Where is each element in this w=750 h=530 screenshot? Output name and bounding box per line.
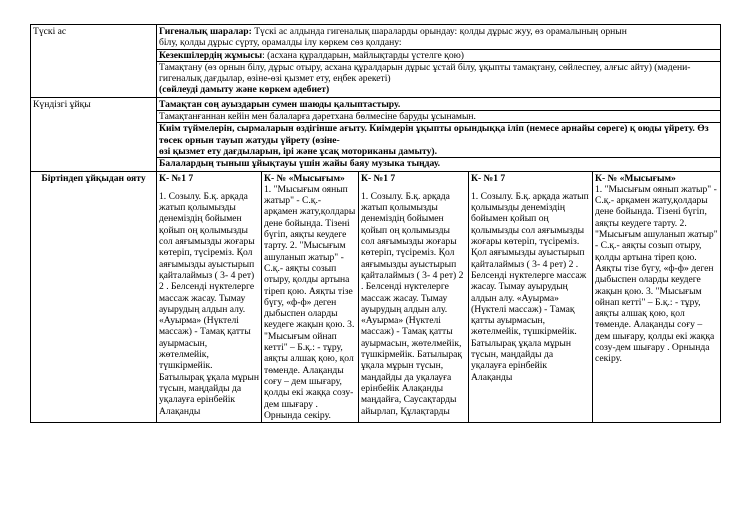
- hygiene-text-2: білу, қолды дұрыс сүрту, орамалды ілу көркем сөз қолдану:: [157, 37, 720, 49]
- wake-col-5-text: 1. "Мысығым оянып жатыр" - С.қ.- арқамен жату,қолдары дене бойында. Тізені бүгіп, аяқты кеудеге тарту. 2. "Мысығым ашуланып жатыр" - С.қ.- аяқты созып отыру, қолды артына тіреп қою. Аяқты тізе бүгу, «ф-ф» деген дыбыспен оларды кеудеге жақын қою. 3. "Мысығым ойнап кетті" – Б.қ.: - тұру, аяқты алшақ қою, қол төменде. Алақанды соғу – дем шығару, қолды екі жаққа созу-дем шығару . Орнында секіру.: [595, 183, 718, 365]
- wake-col-1-head: К- №1 7: [159, 172, 194, 184]
- wake-col-2-text: 1. "Мысығым оянып жатыр" - С.қ.- арқамен жату,қолдары дене бойында. Тізені бүгіп, аяқты кеудеге тарту. 2. "Мысығым ашуланып жатыр" - С.қ.- аяқты созып отыру, қолды артына тіреп қою. Аяқты тізе бүгу, «ф-ф» деген дыбыспен оларды кеудеге жақын қою. 3. "Мысығым ойнап кетті" – Б.қ.: - тұру, аяқты алшақ қою, қол төменде. Алақанды соғу – дем шығару, қолды екі жаққа созу-дем шығару . Орнында секіру.: [264, 183, 356, 421]
- nap-line-4: өзі қызмет ету дағдыларын, ірі және ұсақ моториканы дамыту).: [157, 146, 720, 158]
- nap-line-3: Киім түймелерін, сырмаларын өздігінше ағыту. Киімдерін ұқыпты орындыққа іліп (немесе арнайы сөреге) қ оюды үйрету. Өз төсек орнын тауып жатуды үйрету (өзіне-: [159, 123, 709, 146]
- nap-line-5: Балалардың тыныш ұйықтауы үшін жайы баяу музыка тыңдау.: [159, 158, 441, 170]
- row-label-wake: Біртіндеп ұйқыдан ояту: [31, 171, 157, 423]
- duty-text: : (асхана құралдарын, майлықтарды үстелге қою): [262, 49, 464, 61]
- table-row-nap: [31, 97, 721, 171]
- wake-col-4: [469, 171, 593, 423]
- wake-col-2-head: К- № «Мысығым»: [264, 172, 345, 184]
- meal-text: Тамақтану (өз орнын білу, дұрыс отыру, асхана құралдарын дұрыс ұстай білу, ұқыпты тамақтану, сөйлеспеу, алғыс айту) (мәдени-гигеналық дағдылар, өзіне-өзі қызмет ету, еңбек әрекеті): [159, 61, 691, 85]
- wake-col-3-text: 1. Созылу. Б.қ. арқада жатып қолымызды денеміздің бойымен қойып оң қолымызды сол аяғымызды жоғары көтеріп, түсіреміз. Қол аяғымызды ауыстырып қайталаймыз ( 3- 4 рет) 2 . Белсенді нүктелерге массаж жасау. Тымау ауырудың алдын алу. «Ауырма» (Нүктелі массаж) - Тамақ қатты ауырмасын, жөтелмейік, түшкірмейік. Батылырақ ұқала мұрын түсын, маңдайды да уқалауға ерінбейік Алақанды маңдайға, Саусақтарды айырлап, Құлақтарды: [361, 190, 464, 417]
- nap-line-1: Тамақтан соң ауыздарын сумен шаюды қалыптастыру.: [157, 99, 720, 111]
- wake-col-5: [593, 171, 721, 423]
- wake-col-3: [359, 171, 469, 423]
- hygiene-line: [159, 26, 718, 37]
- hygiene-title: Гигеналық шаралар:: [159, 26, 252, 37]
- row-label-lunch: Түскі ас: [31, 25, 157, 98]
- schedule-table: [30, 24, 721, 423]
- wake-col-4-head: К- №1 7: [471, 172, 506, 184]
- wake-col-1-text: 1. Созылу. Б.қ. арқада жатып қолымызды денеміздің бойымен қойып оң қолымызды сол аяғымызды жоғары көтеріп, түсіреміз. Қол аяғымызды ауыстырып қайталаймыз ( 3- 4 рет) 2 . Белсенді нүктелерге массаж жасау. Тымау ауырудың алдын алу. «Ауырма» (Нүктелі массаж) - Тамақ қатты ауырмасын, жөтелмейік, түшкірмейік. Батылырақ ұқала мұрын түсын, маңдайды да уқалауға ерінбейік Алақанды: [159, 190, 259, 417]
- table-row-lunch: [31, 25, 721, 98]
- hygiene-text: Түскі ас алдында гигеналық шараларды орындау: қолды дұрыс жуу, өз орамалының орнын: [251, 26, 627, 37]
- wake-col-5-head: К- № «Мысығым»: [595, 172, 676, 184]
- document-page: [30, 24, 720, 423]
- wake-col-1: [157, 171, 262, 423]
- lunch-content: [157, 25, 721, 98]
- row-label-nap: Күндізгі ұйқы: [31, 97, 157, 171]
- speech-note: (сөйлеуді дамыту және көркем әдебиет): [159, 84, 330, 96]
- duty-title: Кезекшілердің жұмысы: [159, 49, 263, 61]
- nap-content: [157, 97, 721, 171]
- nap-line-2: Тамақтанғаннан кейін мен балаларға дәретхана бөлмесіне баруды ұсынамын.: [157, 111, 720, 123]
- table-row-wake: [31, 171, 721, 423]
- wake-col-3-head: К- №1 7: [361, 172, 396, 184]
- duty-line: [157, 50, 720, 62]
- wake-col-4-text: 1. Созылу. Б.қ. арқада жатып қолымызды денеміздің бойымен қойып оң қолымызды сол аяғымызды жоғары көтеріп, түсіреміз. Қол аяғымызды ауыстырып қайталаймыз ( 3- 4 рет) 2 . Белсенді нүктелерге массаж жасау. Тымау ауырудың алдын алу. «Ауырма» (Нүктелі массаж) - Тамақ қатты ауырмасын, жөтелмейік, түшкірмейік. Батылырақ ұқала мұрын түсын, маңдайды да уқалауға ерінбейік Алақанды: [471, 190, 589, 383]
- wake-col-2: [262, 171, 359, 423]
